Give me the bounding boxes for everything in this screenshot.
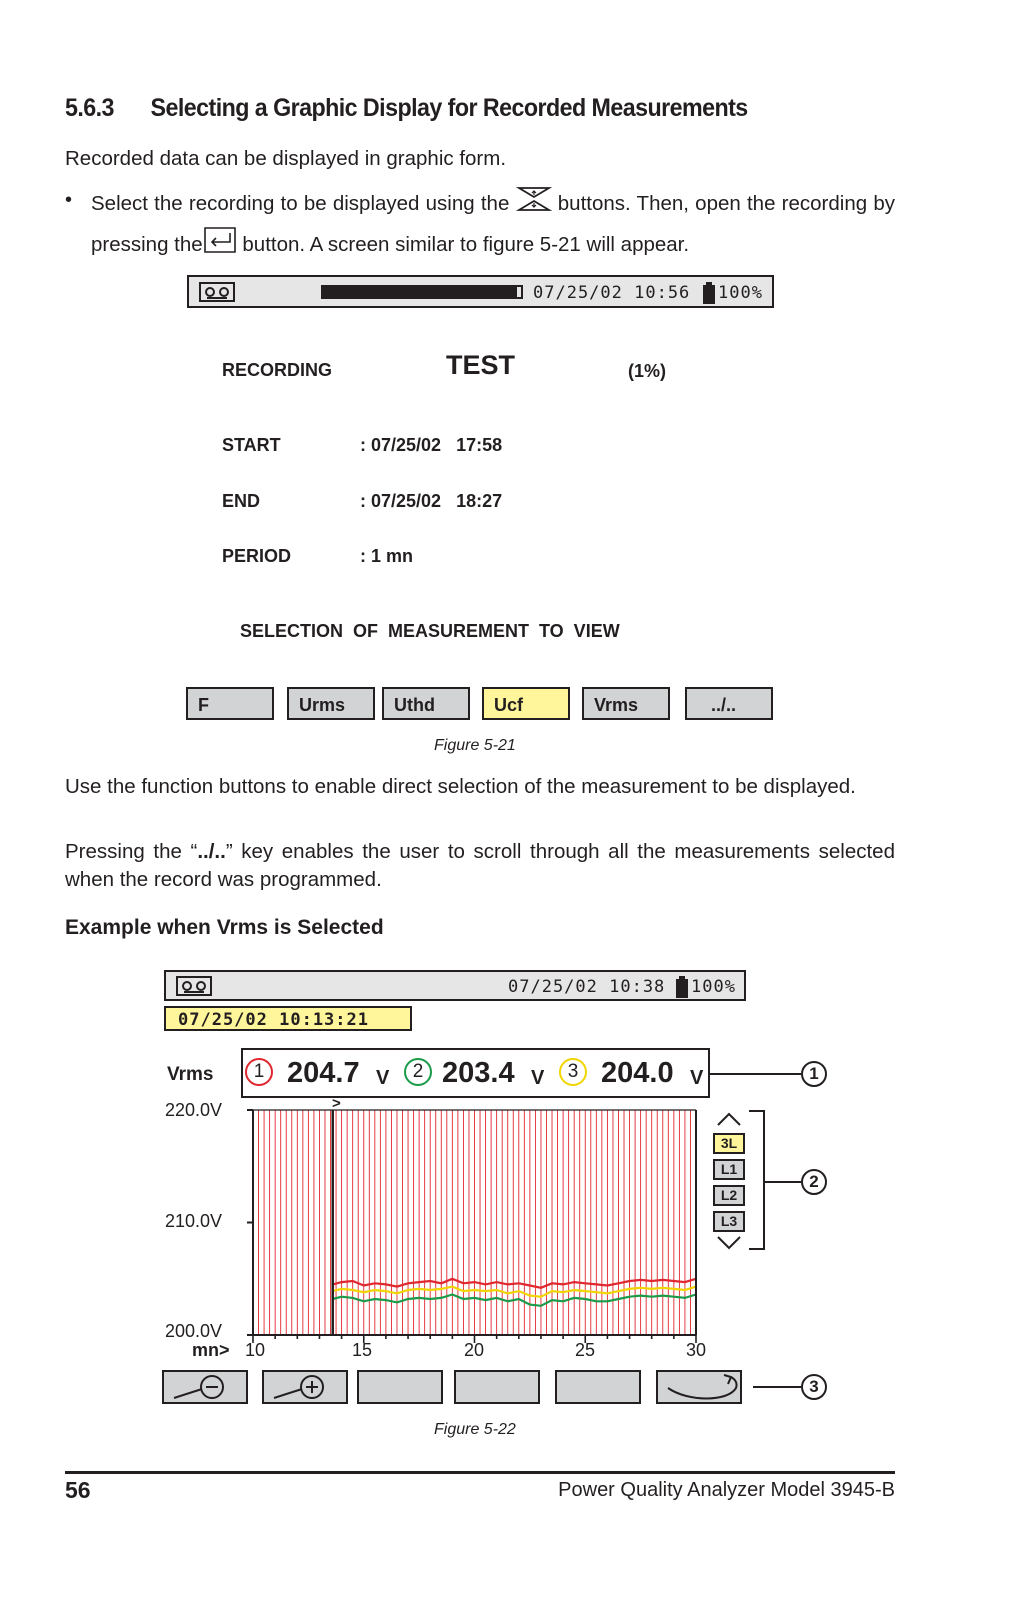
x-tick-label: 25 <box>575 1340 596 1360</box>
series-line-3 <box>333 1295 696 1306</box>
y-tick-label: 220.0V <box>165 1100 223 1120</box>
vrms-trend-chart <box>240 1106 706 1346</box>
y-tick-label: 200.0V <box>165 1321 223 1341</box>
para2-key: ../.. <box>197 840 226 863</box>
footer-title: Power Quality Analyzer Model 3945-B <box>558 1479 895 1501</box>
end-label: END <box>222 491 261 511</box>
figure1-caption: Figure 5-21 <box>434 737 516 754</box>
channel-2-unit: V <box>531 1067 545 1089</box>
channel-3-unit: V <box>690 1067 704 1089</box>
phase-button-l3[interactable]: L3 <box>713 1211 745 1232</box>
readout-box <box>241 1048 710 1098</box>
up-down-arrows-icon <box>516 184 552 225</box>
measure-button-ucf[interactable]: Ucf <box>482 687 570 720</box>
cursor-datetime: 07/25/02 10:13:21 <box>164 1006 412 1031</box>
return-arrow-icon <box>658 1372 740 1402</box>
period-label: PERIOD <box>222 546 292 566</box>
recording-name: TEST <box>446 350 516 380</box>
cursor-marker: > <box>332 1095 341 1112</box>
measure-button-uthd[interactable]: Uthd <box>382 687 470 720</box>
recording-tape-icon <box>199 282 235 307</box>
progress-bar <box>321 285 523 299</box>
section-title: Selecting a Graphic Display for Recorded Measurements <box>150 94 748 122</box>
recording-percent: (1%) <box>628 361 667 381</box>
callout-1-line <box>710 1073 801 1075</box>
bullet-part2: buttons. Then, open the recording by pressing the <box>91 191 895 256</box>
fig1-status-bar <box>187 275 774 308</box>
zoom-in-icon <box>264 1372 346 1402</box>
paragraph-function-buttons: Use the function buttons to enable direct selection of the measurement to be displayed. <box>65 775 856 798</box>
phase-bracket <box>749 1110 765 1250</box>
callout-2-line <box>765 1181 801 1183</box>
return-button[interactable] <box>656 1370 742 1404</box>
fig1-datetime: 07/25/02 10:56 <box>533 283 691 303</box>
start-label: START <box>222 435 281 455</box>
measure-label: Vrms <box>167 1064 214 1085</box>
series-line-1 <box>333 1279 696 1288</box>
fig2-status-bar <box>164 970 746 1001</box>
channel-1-unit: V <box>376 1067 390 1089</box>
para2-pre: Pressing the “ <box>65 840 198 863</box>
chevron-down-icon[interactable] <box>716 1235 742 1256</box>
period-value: : 1 mn <box>360 546 414 566</box>
recording-tape-icon <box>176 976 212 1001</box>
bullet-part1: Select the recording to be displayed using the <box>91 191 510 215</box>
zoom-out-button[interactable] <box>162 1370 248 1404</box>
channel-3-icon: 3 <box>559 1058 587 1086</box>
callout-3-line <box>753 1386 801 1388</box>
chevron-up-icon[interactable] <box>716 1111 742 1132</box>
function-button-4[interactable] <box>454 1370 540 1404</box>
phase-button-l2[interactable]: L2 <box>713 1185 745 1206</box>
figure2-caption: Figure 5-22 <box>434 1421 516 1438</box>
selection-title: SELECTION OF MEASUREMENT TO VIEW <box>240 621 620 641</box>
x-tick-label: 15 <box>352 1340 373 1360</box>
function-button-3[interactable] <box>357 1370 443 1404</box>
callout-3: 3 <box>801 1374 827 1400</box>
x-tick-label: 20 <box>464 1340 485 1360</box>
fig2-datetime: 07/25/02 10:38 <box>508 977 666 997</box>
x-unit-label: mn> <box>192 1340 230 1360</box>
channel-1-icon: 1 <box>245 1058 273 1086</box>
enter-key-icon <box>203 225 237 266</box>
x-tick-label: 10 <box>245 1340 266 1360</box>
phase-button-3l[interactable]: 3L <box>713 1133 745 1154</box>
zoom-in-button[interactable] <box>262 1370 348 1404</box>
para2-post: ” key enables the user to scroll through all the measurements selected when the record was programmed. <box>65 840 895 891</box>
start-value: : 07/25/02 17:58 <box>360 435 503 455</box>
zoom-out-icon <box>164 1372 246 1402</box>
channel-2-icon: 2 <box>404 1058 432 1086</box>
callout-1: 1 <box>801 1061 827 1087</box>
page-number: 56 <box>65 1477 91 1503</box>
intro-text: Recorded data can be displayed in graphic form. <box>65 147 507 170</box>
measure-button-vrms[interactable]: Vrms <box>582 687 670 720</box>
section-heading <box>65 94 748 123</box>
recording-label: RECORDING <box>222 360 333 380</box>
channel-3-value: 204.0 <box>601 1057 674 1089</box>
function-button-5[interactable] <box>555 1370 641 1404</box>
callout-2: 2 <box>801 1169 827 1195</box>
fig2-battery: 100% <box>691 977 736 997</box>
channel-2-value: 203.4 <box>442 1057 515 1089</box>
example-heading: Example when Vrms is Selected <box>65 916 384 939</box>
phase-button-l1[interactable]: L1 <box>713 1159 745 1180</box>
measure-button-urms[interactable]: Urms <box>287 687 375 720</box>
bullet-dot: • <box>65 189 73 211</box>
section-number: 5.6.3 <box>65 94 114 122</box>
fig1-battery: 100% <box>718 283 763 303</box>
progress-fill <box>323 287 517 297</box>
footer-rule <box>65 1471 895 1474</box>
y-tick-label: 210.0V <box>165 1211 223 1231</box>
x-tick-label: 30 <box>686 1340 707 1360</box>
battery-icon <box>676 976 688 1003</box>
measure-button-f[interactable]: F <box>186 687 274 720</box>
measure-button-scroll[interactable]: ../.. <box>685 687 773 720</box>
paragraph-scroll-key <box>65 838 895 894</box>
bullet-text <box>91 184 895 266</box>
bullet-part3: button. A screen similar to figure 5-21 will appear. <box>242 232 690 256</box>
channel-1-value: 204.7 <box>287 1057 360 1089</box>
end-value: : 07/25/02 18:27 <box>360 491 503 511</box>
battery-icon <box>703 282 715 309</box>
